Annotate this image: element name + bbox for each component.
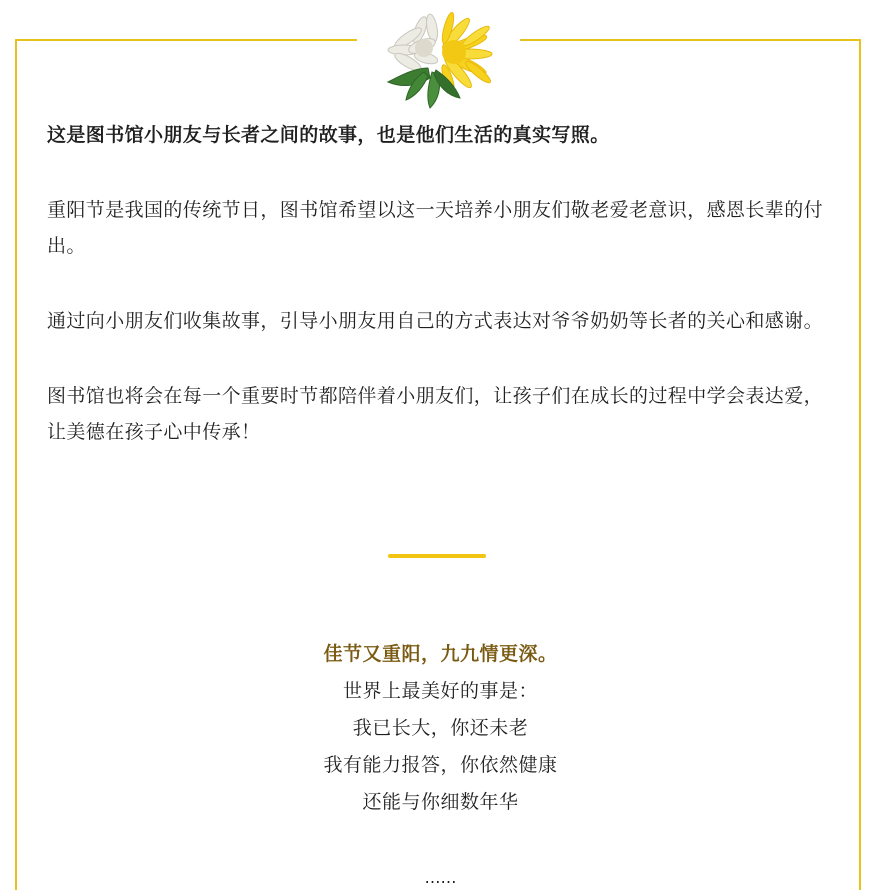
poem-line: 我已长大，你还未老 <box>352 717 529 739</box>
intro-paragraph: 这是图书馆小朋友与长者之间的故事，也是他们生活的真实写照。 <box>47 124 610 146</box>
poem-block <box>0 636 881 821</box>
frame-top-right-line <box>520 39 861 41</box>
frame-top-left-line <box>15 39 357 41</box>
poem-line: 世界上最美好的事是： <box>342 680 538 702</box>
paragraph-chongyang: 重阳节是我国的传统节日，图书馆希望以这一天培养小朋友们敬老爱老意识，感恩长辈的付出。 <box>47 199 824 257</box>
poem-line: 还能与你细数年华 <box>362 791 519 813</box>
article-body <box>47 117 837 489</box>
paragraph-stories: 通过向小朋友们收集故事，引导小朋友用自己的方式表达对爷爷奶奶等长者的关心和感谢。 <box>47 310 824 332</box>
chrysanthemum-icon <box>378 6 500 110</box>
poem-ellipsis: …… <box>424 868 457 887</box>
poem-line: 我有能力报答，你依然健康 <box>323 754 558 776</box>
paragraph-library: 图书馆也将会在每一个重要时节都陪伴着小朋友们，让孩子们在成长的过程中学会表达爱，让美德在孩子心中传承！ <box>47 385 824 443</box>
poem-title: 佳节又重阳，九九情更深。 <box>323 643 558 665</box>
section-divider <box>388 554 486 558</box>
